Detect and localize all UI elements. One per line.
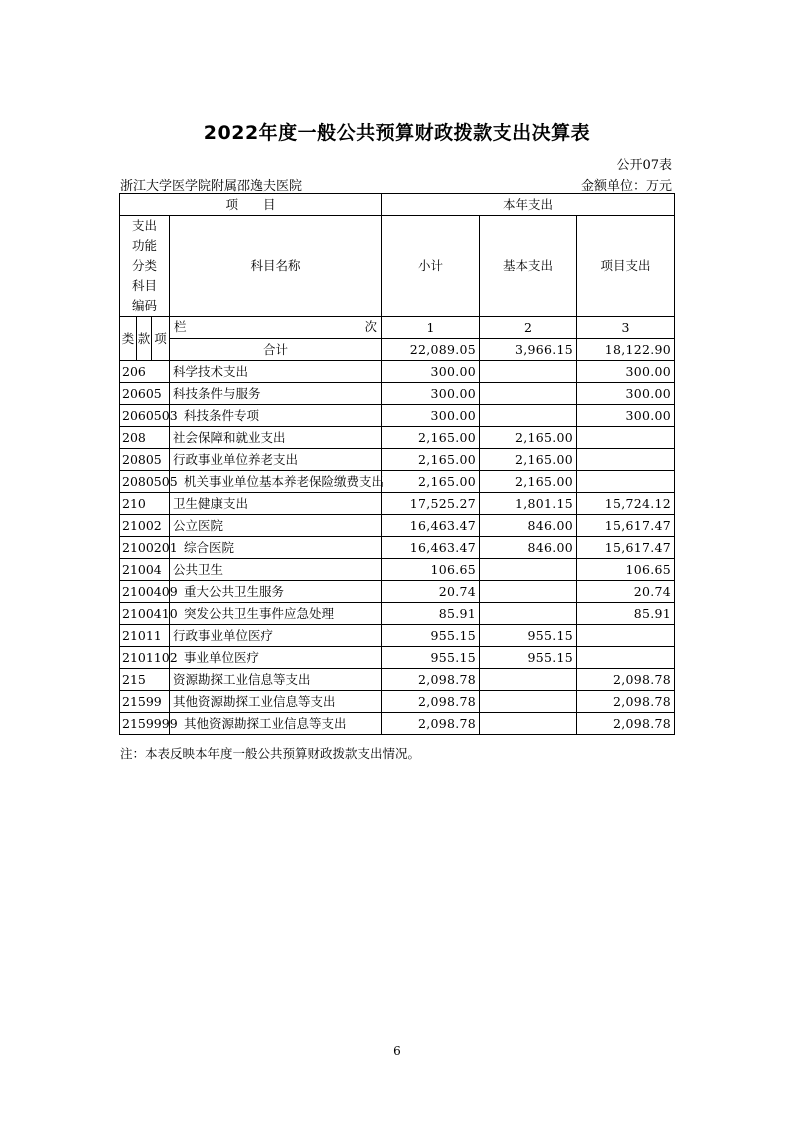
row-subject-name: 公共卫生 — [170, 559, 382, 581]
row-basic: 2,165.00 — [480, 427, 577, 449]
row-code: 20805 — [120, 449, 170, 471]
table-row — [120, 471, 675, 493]
row-basic — [480, 581, 577, 603]
row-project: 85.91 — [577, 603, 675, 625]
row-code: 21599 — [120, 691, 170, 713]
row-code: 20605 — [120, 383, 170, 405]
amount-unit: 金额单位：万元 — [580, 179, 672, 194]
row-basic — [480, 383, 577, 405]
total-basic: 3,966.15 — [480, 339, 577, 361]
row-subject-name: 科学技术支出 — [170, 361, 382, 383]
row-subtotal: 16,463.47 — [382, 537, 480, 559]
organization-name: 浙江大学医学院附属邵逸夫医院 — [120, 179, 303, 194]
row-project: 2,098.78 — [577, 713, 675, 735]
table-row — [120, 647, 675, 669]
row-code: 2100409 — [120, 581, 170, 603]
row-subtotal: 85.91 — [382, 603, 480, 625]
row-code: 2100201 — [120, 537, 170, 559]
table-note: 注：本表反映本年度一般公共预算财政拨款支出情况。 — [120, 746, 421, 761]
row-basic: 1,801.15 — [480, 493, 577, 515]
row-project — [577, 427, 675, 449]
row-basic — [480, 691, 577, 713]
header-lan: 栏 — [174, 319, 187, 334]
page-number: 6 — [393, 1044, 401, 1058]
row-subject-name: 突发公共卫生事件应急处理 — [170, 603, 382, 625]
table-row — [120, 581, 675, 603]
col-number-2: 2 — [480, 317, 577, 339]
row-subject-name: 其他资源勘探工业信息等支出 — [170, 713, 382, 735]
row-basic — [480, 603, 577, 625]
row-subject-name: 事业单位医疗 — [170, 647, 382, 669]
row-project: 300.00 — [577, 383, 675, 405]
row-subject-name: 重大公共卫生服务 — [170, 581, 382, 603]
total-row — [120, 339, 675, 361]
header-kuan: 款 — [137, 317, 152, 361]
row-basic: 2,165.00 — [480, 449, 577, 471]
row-subject-name: 卫生健康支出 — [170, 493, 382, 515]
row-subtotal: 955.15 — [382, 625, 480, 647]
row-basic — [480, 405, 577, 427]
row-project: 15,724.12 — [577, 493, 675, 515]
row-subject-name: 社会保障和就业支出 — [170, 427, 382, 449]
header-this-year: 本年支出 — [382, 194, 675, 216]
row-subtotal: 2,098.78 — [382, 669, 480, 691]
header-row-2 — [120, 216, 675, 317]
row-project: 15,617.47 — [577, 537, 675, 559]
header-subtotal: 小计 — [382, 216, 480, 317]
row-code: 2101102 — [120, 647, 170, 669]
table-row — [120, 383, 675, 405]
row-subtotal: 2,165.00 — [382, 471, 480, 493]
row-subtotal: 300.00 — [382, 405, 480, 427]
col-number-1: 1 — [382, 317, 480, 339]
row-subject-name: 公立医院 — [170, 515, 382, 537]
row-subtotal: 17,525.27 — [382, 493, 480, 515]
row-code: 210 — [120, 493, 170, 515]
table-row — [120, 427, 675, 449]
row-code: 215 — [120, 669, 170, 691]
header-subject-name: 科目名称 — [170, 216, 382, 317]
table-row — [120, 493, 675, 515]
table-row — [120, 691, 675, 713]
table-row — [120, 669, 675, 691]
header-xiang: 项 — [152, 317, 170, 361]
row-project — [577, 647, 675, 669]
row-project — [577, 449, 675, 471]
header-ci: 次 — [364, 319, 378, 334]
total-label: 合计 — [170, 339, 382, 361]
row-project: 15,617.47 — [577, 515, 675, 537]
col-number-3: 3 — [577, 317, 675, 339]
row-basic — [480, 713, 577, 735]
row-basic — [480, 669, 577, 691]
total-project: 18,122.90 — [577, 339, 675, 361]
form-number: 公开07表 — [616, 158, 672, 173]
table-row — [120, 515, 675, 537]
row-project — [577, 471, 675, 493]
row-project: 106.65 — [577, 559, 675, 581]
row-code: 21011 — [120, 625, 170, 647]
table-row — [120, 361, 675, 383]
table-row — [120, 603, 675, 625]
row-basic: 846.00 — [480, 515, 577, 537]
row-project: 300.00 — [577, 361, 675, 383]
row-subtotal: 2,098.78 — [382, 691, 480, 713]
header-project: 项 目 — [120, 194, 382, 216]
table-row — [120, 405, 675, 427]
row-basic: 2,165.00 — [480, 471, 577, 493]
table-row — [120, 559, 675, 581]
header-row-3 — [120, 317, 675, 339]
row-basic — [480, 361, 577, 383]
row-subject-name: 科技条件与服务 — [170, 383, 382, 405]
row-code: 2159999 — [120, 713, 170, 735]
row-code: 208 — [120, 427, 170, 449]
row-subtotal: 2,165.00 — [382, 427, 480, 449]
row-subtotal: 2,165.00 — [382, 449, 480, 471]
row-basic: 955.15 — [480, 647, 577, 669]
row-code: 2100410 — [120, 603, 170, 625]
row-subject-name: 行政事业单位医疗 — [170, 625, 382, 647]
row-code: 21004 — [120, 559, 170, 581]
row-project: 2,098.78 — [577, 669, 675, 691]
row-code: 206 — [120, 361, 170, 383]
row-project: 300.00 — [577, 405, 675, 427]
row-project: 20.74 — [577, 581, 675, 603]
table-row — [120, 625, 675, 647]
row-subtotal: 300.00 — [382, 383, 480, 405]
header-lei: 类 — [120, 317, 137, 361]
row-subtotal: 955.15 — [382, 647, 480, 669]
row-subtotal: 106.65 — [382, 559, 480, 581]
table-row — [120, 449, 675, 471]
header-row-1 — [120, 194, 675, 216]
row-subtotal: 300.00 — [382, 361, 480, 383]
expenditure-table — [119, 193, 675, 735]
row-code: 2060503 — [120, 405, 170, 427]
header-basic: 基本支出 — [480, 216, 577, 317]
row-project — [577, 625, 675, 647]
header-lanci — [170, 317, 382, 339]
row-project: 2,098.78 — [577, 691, 675, 713]
row-subject-name: 行政事业单位养老支出 — [170, 449, 382, 471]
row-code: 2080505 — [120, 471, 170, 493]
row-subject-name: 综合医院 — [170, 537, 382, 559]
row-subject-name: 其他资源勘探工业信息等支出 — [170, 691, 382, 713]
row-code: 21002 — [120, 515, 170, 537]
row-basic: 846.00 — [480, 537, 577, 559]
total-subtotal: 22,089.05 — [382, 339, 480, 361]
row-basic — [480, 559, 577, 581]
header-func-class: 支出功能分类科目编码 — [120, 216, 170, 317]
header-project-exp: 项目支出 — [577, 216, 675, 317]
row-subject-name: 资源勘探工业信息等支出 — [170, 669, 382, 691]
table-row — [120, 713, 675, 735]
row-subject-name: 机关事业单位基本养老保险缴费支出 — [170, 471, 382, 493]
page-title: 2022年度一般公共预算财政拨款支出决算表 — [203, 122, 591, 144]
row-subtotal: 16,463.47 — [382, 515, 480, 537]
table-row — [120, 537, 675, 559]
row-subtotal: 20.74 — [382, 581, 480, 603]
row-subject-name: 科技条件专项 — [170, 405, 382, 427]
row-subtotal: 2,098.78 — [382, 713, 480, 735]
row-basic: 955.15 — [480, 625, 577, 647]
